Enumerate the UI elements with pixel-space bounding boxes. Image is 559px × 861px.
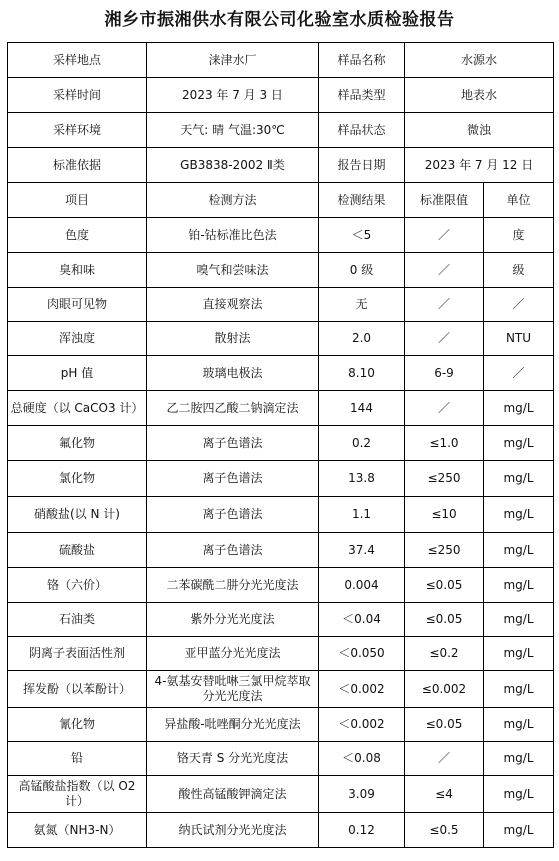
result-rows: [8, 218, 554, 848]
cell-unit: mg/L: [484, 461, 554, 497]
cell-result: 1.1: [319, 497, 405, 533]
result-row: [8, 533, 554, 568]
cell-unit: 度: [484, 218, 554, 253]
cell-limit: ／: [405, 742, 484, 776]
cell-limit: ≤250: [405, 461, 484, 497]
cell-method: 4-氨基安替吡啉三氯甲烷萃取分光光度法: [147, 671, 319, 708]
cell-method: 玻璃电极法: [147, 356, 319, 391]
info-row: [8, 148, 554, 183]
cell-result: 37.4: [319, 533, 405, 568]
cell-method: 紫外分光光度法: [147, 603, 319, 637]
cell-result: ＜5: [319, 218, 405, 253]
report-table: [7, 42, 554, 848]
result-row: [8, 218, 554, 253]
cell-result: 0 级: [319, 253, 405, 288]
cell-limit: ≤1.0: [405, 426, 484, 461]
cell-item: 铬（六价）: [8, 568, 147, 603]
result-row: [8, 637, 554, 671]
cell-method: 异盐酸-吡唑酮分光光度法: [147, 708, 319, 742]
cell-item: 挥发酚（以苯酚计）: [8, 671, 147, 708]
cell-item: 色度: [8, 218, 147, 253]
info-row: [8, 78, 554, 113]
cell-limit: ≤0.2: [405, 637, 484, 671]
cell-method: 离子色谱法: [147, 461, 319, 497]
info-row: [8, 113, 554, 148]
cell-method: 散射法: [147, 322, 319, 356]
cell-unit: mg/L: [484, 497, 554, 533]
header-unit: 单位: [484, 183, 554, 218]
cell-result: 13.8: [319, 461, 405, 497]
info-value: 微浊: [405, 113, 554, 148]
cell-item: 高锰酸盐指数（以 O2 计）: [8, 776, 147, 813]
report-title: 湘乡市振湘供水有限公司化验室水质检验报告: [104, 10, 455, 30]
result-row: [8, 497, 554, 533]
cell-limit: 6-9: [405, 356, 484, 391]
cell-item: 氯化物: [8, 461, 147, 497]
cell-item: 浑浊度: [8, 322, 147, 356]
cell-item: 铅: [8, 742, 147, 776]
cell-limit: ／: [405, 322, 484, 356]
cell-item: 阴离子表面活性剂: [8, 637, 147, 671]
cell-method: 铂-钴标准比色法: [147, 218, 319, 253]
cell-method: 亚甲蓝分光光度法: [147, 637, 319, 671]
cell-method: 离子色谱法: [147, 497, 319, 533]
cell-item: 总硬度（以 CaCO3 计）: [8, 391, 147, 426]
result-row: [8, 813, 554, 848]
cell-method: 铬天青 S 分光光度法: [147, 742, 319, 776]
cell-method: 二苯碳酰二肼分光光度法: [147, 568, 319, 603]
cell-result: 0.004: [319, 568, 405, 603]
cell-result: ＜0.050: [319, 637, 405, 671]
cell-unit: mg/L: [484, 742, 554, 776]
info-key: 样品名称: [319, 43, 405, 78]
header-result: 检测结果: [319, 183, 405, 218]
result-row: [8, 708, 554, 742]
cell-item: 臭和味: [8, 253, 147, 288]
cell-item: 氟化物: [8, 426, 147, 461]
cell-item: 硝酸盐(以 N 计): [8, 497, 147, 533]
result-row: [8, 568, 554, 603]
cell-result: ＜0.002: [319, 708, 405, 742]
info-row: [8, 43, 554, 78]
info-key: 标准依据: [8, 148, 147, 183]
header-row: [8, 183, 554, 218]
cell-result: ＜0.04: [319, 603, 405, 637]
info-value: GB3838-2002 Ⅱ类: [147, 148, 319, 183]
result-row: [8, 603, 554, 637]
cell-limit: ≤0.05: [405, 603, 484, 637]
cell-unit: mg/L: [484, 568, 554, 603]
result-row: [8, 461, 554, 497]
cell-result: 0.12: [319, 813, 405, 848]
info-key: 样品状态: [319, 113, 405, 148]
info-key: 报告日期: [319, 148, 405, 183]
cell-method: 纳氏试剂分光光度法: [147, 813, 319, 848]
cell-method: 离子色谱法: [147, 533, 319, 568]
result-row: [8, 356, 554, 391]
cell-unit: mg/L: [484, 533, 554, 568]
cell-method: 乙二胺四乙酸二钠滴定法: [147, 391, 319, 426]
cell-limit: ≤10: [405, 497, 484, 533]
cell-item: 氰化物: [8, 708, 147, 742]
info-key: 采样地点: [8, 43, 147, 78]
cell-limit: ／: [405, 253, 484, 288]
cell-item: pH 值: [8, 356, 147, 391]
cell-limit: ／: [405, 288, 484, 322]
result-row: [8, 426, 554, 461]
cell-result: 无: [319, 288, 405, 322]
cell-limit: ≤250: [405, 533, 484, 568]
info-key: 样品类型: [319, 78, 405, 113]
cell-limit: ≤0.002: [405, 671, 484, 708]
cell-result: ＜0.08: [319, 742, 405, 776]
cell-limit: ≤4: [405, 776, 484, 813]
cell-result: 3.09: [319, 776, 405, 813]
cell-method: 离子色谱法: [147, 426, 319, 461]
info-value: 水源水: [405, 43, 554, 78]
cell-unit: mg/L: [484, 391, 554, 426]
cell-item: 肉眼可见物: [8, 288, 147, 322]
result-row: [8, 288, 554, 322]
result-row: [8, 322, 554, 356]
cell-result: 0.2: [319, 426, 405, 461]
result-row: [8, 742, 554, 776]
cell-unit: ／: [484, 356, 554, 391]
cell-item: 石油类: [8, 603, 147, 637]
cell-result: 144: [319, 391, 405, 426]
result-row: [8, 671, 554, 708]
cell-unit: NTU: [484, 322, 554, 356]
cell-result: 2.0: [319, 322, 405, 356]
header-item: 项目: [8, 183, 147, 218]
result-row: [8, 391, 554, 426]
info-value: 地表水: [405, 78, 554, 113]
cell-limit: ≤0.05: [405, 708, 484, 742]
cell-limit: ≤0.05: [405, 568, 484, 603]
cell-method: 嗅气和尝味法: [147, 253, 319, 288]
cell-item: 硫酸盐: [8, 533, 147, 568]
cell-unit: mg/L: [484, 603, 554, 637]
cell-unit: ／: [484, 288, 554, 322]
cell-unit: mg/L: [484, 671, 554, 708]
cell-unit: mg/L: [484, 426, 554, 461]
cell-result: ＜0.002: [319, 671, 405, 708]
info-key: 采样时间: [8, 78, 147, 113]
cell-method: 直接观察法: [147, 288, 319, 322]
cell-method: 酸性高锰酸钾滴定法: [147, 776, 319, 813]
cell-unit: mg/L: [484, 708, 554, 742]
cell-limit: ／: [405, 391, 484, 426]
info-value: 天气: 晴 气温:30℃: [147, 113, 319, 148]
cell-limit: ／: [405, 218, 484, 253]
cell-unit: mg/L: [484, 813, 554, 848]
result-row: [8, 253, 554, 288]
info-value: 2023 年 7 月 3 日: [147, 78, 319, 113]
cell-unit: mg/L: [484, 776, 554, 813]
info-value: 涞津水厂: [147, 43, 319, 78]
cell-unit: 级: [484, 253, 554, 288]
cell-result: 8.10: [319, 356, 405, 391]
header-limit: 标准限值: [405, 183, 484, 218]
result-row: [8, 776, 554, 813]
cell-unit: mg/L: [484, 637, 554, 671]
cell-item: 氨氮（NH3-N）: [8, 813, 147, 848]
info-key: 采样环境: [8, 113, 147, 148]
info-value: 2023 年 7 月 12 日: [405, 148, 554, 183]
cell-limit: ≤0.5: [405, 813, 484, 848]
header-method: 检测方法: [147, 183, 319, 218]
